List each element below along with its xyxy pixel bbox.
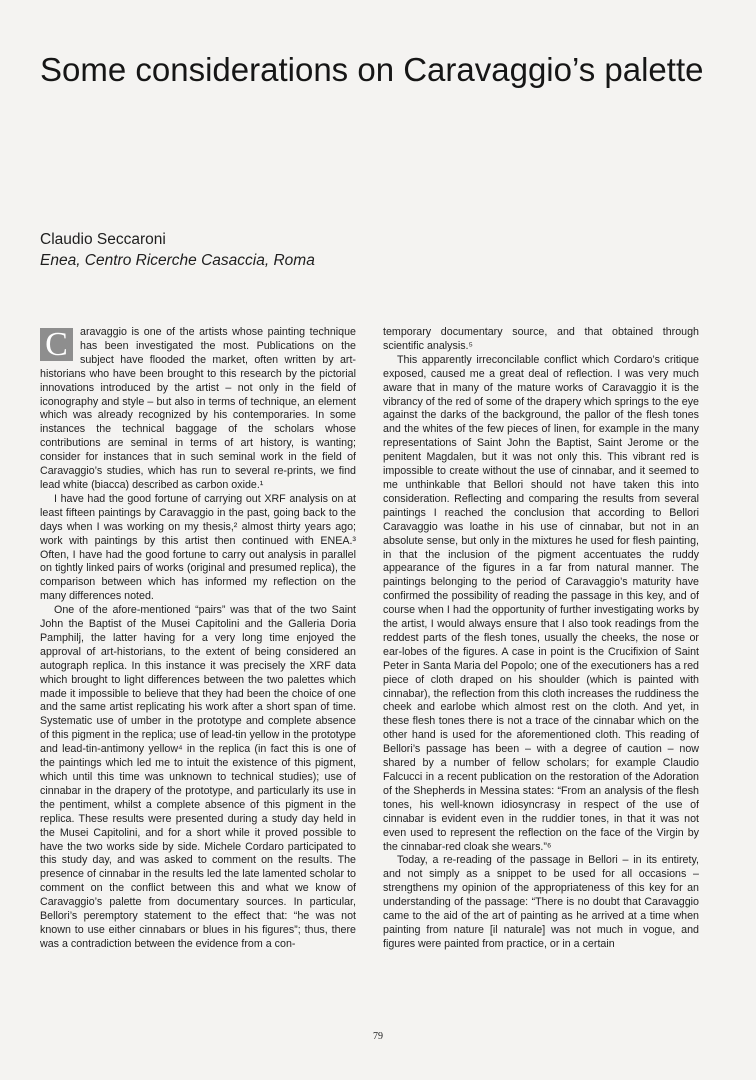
paragraph-text: aravaggio is one of the artists whose painting technique has been investigated the most. Publications on the subject have flooded the market, often written by art-historians who have been brought to this research by the pictorial innovations introduced by the artist – not only in the field of iconography and style – but also in terms of technique, an element which was already recognized by his contemporaries. In some instances the technical baggage of the scholars whose contributions are seminal in terms of art history, is wanting; consider for instances that in such seminal work in the field of Caravaggio’s studies, which has run to several re-prints, we find lead white (biacca) described as carbon oxide.¹ [40, 326, 356, 491]
body-paragraph: I have had the good fortune of carrying out XRF analysis on at least fifteen paintings by Caravaggio in the past, going back to the days when I was working on my thesis,² almost thirty years ago; work with paintings by this artist then continued with ENEA.³ Often, I have had the good fortune to carry out analysis in parallel on tightly linked pairs of works (original and presumed replica), the comparison between which has informed my reflection on the many differences noted. [40, 492, 356, 603]
body-paragraph [40, 326, 356, 493]
body-paragraph: temporary documentary source, and that obtained through scientific analysis.⁵ [383, 326, 699, 352]
body-paragraph: This apparently irreconcilable conflict which Cordaro’s critique exposed, caused me a great deal of reflection. I was very much aware that in many of the mature works of Caravaggio it is the vibrancy of the red of some of the drapery which springs to the eye against the darks of the background, the pallor of the flesh tones and the whites of the few pieces of linen, for example in the many representations of Saint John the Baptist, Saint Jerome or the penitent Magdalen, but it was not only this. This vibrant red is impossible to create without the use of cinnabar, and it seemed to me unthinkable that Bellori should not have taken this into consideration. Reflecting and comparing the results from several paintings I reached the conclusion that according to Bellori Caravaggio was loathe in his use of cinnabar, but not in an absolute sense, but only in the mixtures he used for flesh painting, in that the inclusion of the pigment accentuates the ruddy appearance of the figures in a far from natural manner. The paintings belonging to the period of Caravaggio’s maturity have confirmed the possibility of reading the passage in this key, and of course when I had the opportunity of further investigating works by the artist, I would always ensure that I also took readings from the reddest parts of the flesh tones, usually the cheeks, the nose or ear-lobes of the figures. A case in point is the Crucifixion of Saint Peter in Santa Maria del Popolo; one of the executioners has a red piece of cloth draped on his shoulder (which is painted with cinnabar), the reflection from this cloth increases the ruddiness the cheek and earlobe which almost rest on the cloth. And yet, in these flesh tones there is not a trace of the cinnabar which on the other hand is used for the aforementioned cloth. This reading of Bellori’s passage has been – with a degree of caution – now shared by a number of fellow scholars; for example Claudio Falcucci in a recent publication on the restoration of the Adoration of the Shepherds in Messina states: “From an analysis of the flesh tones, his well-known idiosyncrasy in respect of the use of cinnabar is evident even in the ruddier tones, in that it was not even used to represent the reflection on the face of the Virgin by the cinnabar-red cloak she wears.”⁶ [383, 353, 699, 853]
left-column [40, 326, 356, 952]
author-affiliation: Enea, Centro Ricerche Casaccia, Roma [40, 252, 315, 269]
author-name: Claudio Seccaroni [40, 231, 166, 248]
drop-cap: C [40, 328, 73, 361]
body-paragraph: Today, a re-reading of the passage in Bellori – in its entirety, and not simply as a snippet to be used for all occasions – strengthens my opinion of the appropriateness of this key for an understanding of the passage: “There is no doubt that Caravaggio came to the aid of the art of painting as he arrived at a time when painting from nature [il naturale] was not much in vogue, and figures were painted from practice, or in a certain [383, 854, 699, 950]
article-title: Some considerations on Caravaggio’s palette [40, 51, 704, 88]
page-number: 79 [373, 1031, 383, 1042]
right-column [383, 326, 699, 952]
body-paragraph: One of the afore-mentioned “pairs” was that of the two Saint John the Baptist of the Musei Capitolini and the Galleria Doria Pamphilj, the latter having for a very long time enjoyed the approval of art-historians, to the extent of being considered an autograph replica. In this instance it was precisely the XRF data which brought to light differences between the two palettes which made it impossible to believe that they had been the choice of one and the same artist replicating his work after a short span of time. Systematic use of umber in the prototype and complete absence of this pigment in the replica; use of lead-tin yellow in the prototype and lead-tin-antimony yellow⁴ in the replica (in fact this is one of the paintings which led me to intuit the existence of this pigment, which until this time was unknown to technical studies); use of cinnabar in the drapery of the prototype, and particularly its use in the pentiment, whilst a complete absence of this pigment in the replica. These results were presented during a study day held in the Musei Capitolini, and for a short while it proved possible to have the two works side by side. Michele Cordaro participated to this study day, and was asked to comment on the results. The presence of cinnabar in the results led the late lamented scholar to comment on the conflict between this and what we know of Caravaggio’s palette from documentary sources. In particular, Bellori’s peremptory statement to the effect that: “he was not known to use either cinnabars or blues in his figures”; thus, there was a contradiction between the evidence from a con- [40, 604, 356, 950]
